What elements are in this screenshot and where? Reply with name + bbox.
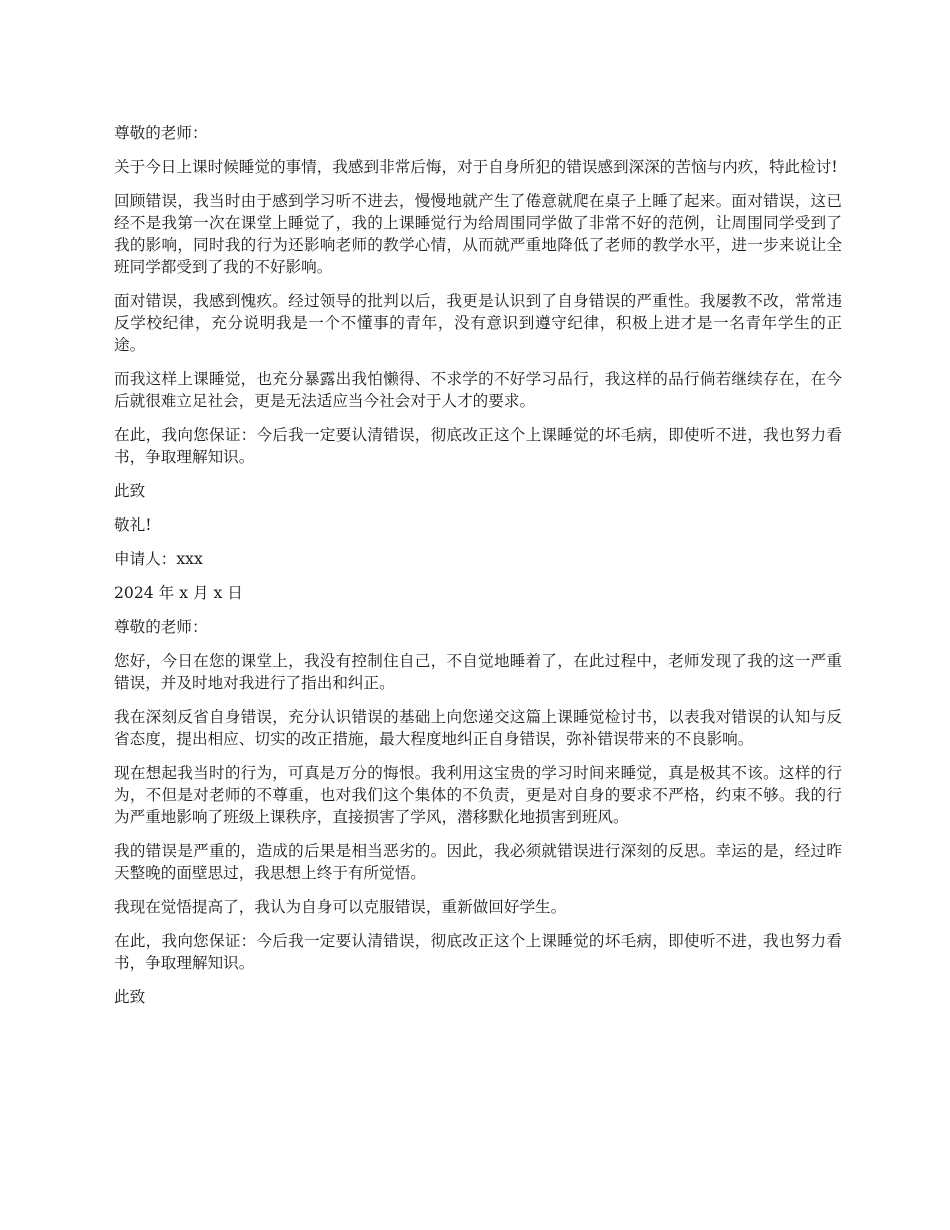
- closing: 此致: [114, 988, 146, 1006]
- document-page: [114, 122, 842, 1020]
- date: 2024 年 x 月 x 日: [114, 584, 243, 602]
- salutation: 尊敬的老师：: [114, 618, 208, 636]
- paragraph: 现在想起我当时的行为，可真是万分的悔恨。我利用这宝贵的学习时间来睡觉，真是极其不该。这样的行为，不但是对老师的不尊重，也对我们这个集体的不负责，更是对自身的要求不严格，约束不够。我的行为严重地影响了班级上课秩序，直接损害了学风，潜移默化地损害到班风。: [114, 764, 842, 826]
- applicant: 申请人：xxx: [114, 550, 203, 568]
- closing: 此致: [114, 482, 146, 500]
- paragraph: 关于今日上课时候睡觉的事情，我感到非常后悔，对于自身所犯的错误感到深深的苦恼与内疚，特此检讨!: [114, 158, 838, 176]
- regards: 敬礼!: [114, 516, 152, 534]
- paragraph: 在此，我向您保证：今后我一定要认清错误，彻底改正这个上课睡觉的坏毛病，即使听不进，我也努力看书，争取理解知识。: [114, 932, 842, 972]
- paragraph: 面对错误，我感到愧疚。经过领导的批判以后，我更是认识到了自身错误的严重性。我屡教不改，常常违反学校纪律，充分说明我是一个不懂事的青年，没有意识到遵守纪律，积极上进才是一名青年学生的正途。: [114, 292, 842, 354]
- paragraph: 在此，我向您保证：今后我一定要认清错误，彻底改正这个上课睡觉的坏毛病，即使听不进，我也努力看书，争取理解知识。: [114, 426, 842, 466]
- paragraph: 我在深刻反省自身错误，充分认识错误的基础上向您递交这篇上课睡觉检讨书，以表我对错误的认知与反省态度，提出相应、切实的改正措施，最大程度地纠正自身错误，弥补错误带来的不良影响。: [114, 708, 842, 748]
- paragraph: 而我这样上课睡觉，也充分暴露出我怕懒得、不求学的不好学习品行，我这样的品行倘若继续存在，在今后就很难立足社会，更是无法适应当今社会对于人才的要求。: [114, 370, 842, 410]
- paragraph: 我现在觉悟提高了，我认为自身可以克服错误，重新做回好学生。: [114, 898, 567, 916]
- salutation: 尊敬的老师：: [114, 124, 208, 142]
- paragraph: 我的错误是严重的，造成的后果是相当恶劣的。因此，我必须就错误进行深刻的反思。幸运的是，经过昨天整晚的面壁思过，我思想上终于有所觉悟。: [114, 842, 842, 882]
- paragraph: 您好，今日在您的课堂上，我没有控制住自己，不自觉地睡着了，在此过程中，老师发现了我的这一严重错误，并及时地对我进行了指出和纠正。: [114, 652, 842, 692]
- paragraph: 回顾错误，我当时由于感到学习听不进去，慢慢地就产生了倦意就爬在桌子上睡了起来。面对错误，这已经不是我第一次在课堂上睡觉了，我的上课睡觉行为给周围同学做了非常不好的范例，让周围同学受到了我的影响，同时我的行为还影响老师的教学心情，从而就严重地降低了老师的教学水平，进一步来说让全班同学都受到了我的不好影响。: [114, 192, 842, 276]
